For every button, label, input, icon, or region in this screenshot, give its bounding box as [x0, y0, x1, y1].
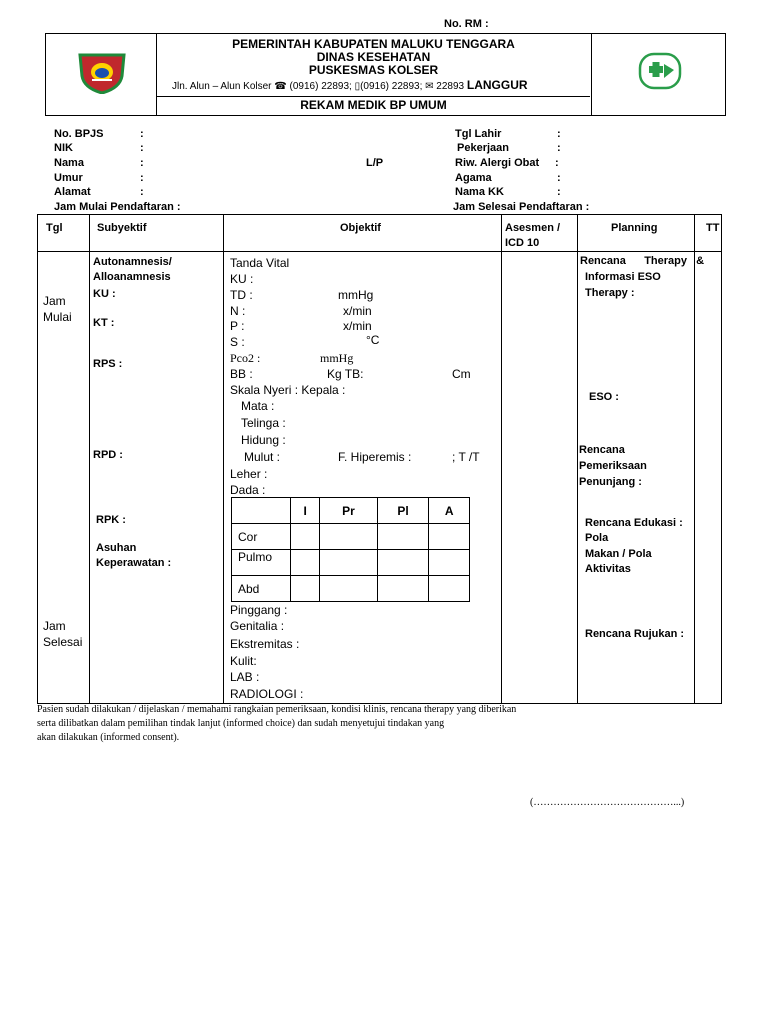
grid-cell	[291, 576, 320, 602]
label-alergi: Riw. Alergi Obat	[455, 157, 540, 169]
plan-rujukan: Rencana Rujukan :	[585, 628, 685, 640]
obj-tanda-vital: Tanda Vital	[230, 256, 290, 270]
plan-rencana-therapy: Rencana Therapy &	[580, 255, 705, 267]
subj-alloanamnesis: Alloanamnesis	[93, 271, 171, 283]
label-nik: NIK	[54, 142, 73, 154]
tgl-jam-selesai-1: Jam	[43, 619, 66, 633]
grid-cell	[320, 576, 377, 602]
obj-skala-nyeri: Skala Nyeri : Kepala :	[230, 383, 346, 397]
plan-eso: ESO :	[589, 391, 619, 403]
grid-cell	[291, 550, 320, 576]
obj-t-t: ; T /T	[452, 450, 480, 464]
plan-informasi-eso: Informasi ESO	[585, 271, 661, 283]
subj-rpd: RPD :	[93, 449, 123, 461]
header-planning: Planning	[611, 222, 658, 234]
obj-bb: BB :	[230, 367, 253, 381]
obj-pco2: Pco2 :	[230, 351, 261, 365]
header-address	[172, 78, 528, 92]
regency-logo-icon	[76, 52, 128, 99]
jam-mulai-pendaftaran: Jam Mulai Pendaftaran :	[54, 201, 181, 213]
sep-nama: :	[140, 157, 144, 169]
jam-selesai-pendaftaran: Jam Selesai Pendaftaran :	[453, 201, 590, 213]
form-title: REKAM MEDIK BP UMUM	[300, 98, 447, 112]
label-nama-kk: Nama KK	[455, 186, 504, 198]
subj-rps: RPS :	[93, 358, 123, 370]
subj-keperawatan: Keperawatan :	[96, 557, 172, 569]
obj-s: S :	[230, 335, 245, 349]
obj-telinga: Telinga :	[241, 416, 286, 430]
grid-cell	[429, 576, 470, 602]
obj-td-unit: mmHg	[338, 288, 374, 302]
header-tt: TT	[706, 222, 720, 234]
plan-therapy: Therapy :	[585, 287, 635, 299]
grid-cell	[377, 576, 429, 602]
obj-cm: Cm	[452, 367, 471, 381]
label-tgl-lahir: Tgl Lahir	[455, 128, 502, 140]
obj-radiologi: RADIOLOGI :	[230, 687, 304, 701]
sep-tgl-lahir: :	[557, 128, 561, 140]
grid-row-pulmo: Pulmo	[232, 550, 291, 576]
subj-rpk: RPK :	[96, 514, 126, 526]
sep-no-bpjs: :	[140, 128, 144, 140]
obj-p: P :	[230, 319, 245, 333]
label-lp: L/P	[366, 157, 384, 169]
sep-umur: :	[140, 172, 144, 184]
obj-kg-tb: Kg TB:	[327, 367, 364, 381]
obj-kulit: Kulit:	[230, 654, 257, 668]
header-line-3: PUSKESMAS KOLSER	[308, 63, 439, 77]
obj-lab: LAB :	[230, 670, 260, 684]
sep-nama-kk: :	[557, 186, 561, 198]
label-alamat: Alamat	[54, 186, 91, 198]
dada-exam-grid	[231, 497, 470, 602]
grid-corner	[232, 498, 291, 524]
obj-s-unit: °C	[366, 333, 380, 347]
obj-n-unit: x/min	[343, 304, 372, 318]
header-icd10: ICD 10	[505, 237, 540, 249]
consent-line-2: serta dilibatkan dalam pemilihan tindak lanjut (informed choice) dan sudah menyetujui tindakan yang	[37, 718, 445, 729]
plan-pemeriksaan: Pemeriksaan	[579, 460, 647, 472]
obj-n: N :	[230, 304, 246, 318]
sep-agama: :	[557, 172, 561, 184]
plan-pola: Pola	[585, 532, 609, 544]
obj-ku: KU :	[230, 272, 254, 286]
plan-makan: Makan / Pola	[585, 548, 652, 560]
subj-ku: KU :	[93, 288, 116, 300]
header-tgl: Tgl	[46, 222, 63, 234]
address-text: Jln. Alun – Alun Kolser ☎ (0916) 22893; ▯(0916) 22893; ✉ 22893	[172, 81, 465, 92]
sep-alamat: :	[140, 186, 144, 198]
obj-genitalia: Genitalia :	[230, 619, 285, 633]
plan-penunjang: Penunjang :	[579, 476, 642, 488]
obj-leher: Leher :	[230, 467, 268, 481]
obj-p-unit: x/min	[343, 319, 372, 333]
sep-nik: :	[140, 142, 144, 154]
grid-header-a: A	[429, 498, 470, 524]
grid-cell	[377, 524, 429, 550]
header-objektif: Objektif	[340, 222, 381, 234]
grid-cell	[429, 550, 470, 576]
obj-ekstremitas: Ekstremitas :	[230, 637, 300, 651]
subj-asuhan: Asuhan	[96, 542, 137, 554]
city-name: LANGGUR	[466, 78, 528, 92]
obj-mata: Mata :	[241, 399, 275, 413]
label-umur: Umur	[54, 172, 83, 184]
obj-td: TD :	[230, 288, 253, 302]
grid-cell	[320, 524, 377, 550]
label-pekerjaan: Pekerjaan	[457, 142, 509, 154]
tgl-jam-mulai-2: Mulai	[43, 310, 72, 324]
obj-pco2-unit: mmHg	[320, 351, 354, 365]
header-subyektif: Subyektif	[97, 222, 147, 234]
header-line-2: DINAS KESEHATAN	[316, 50, 431, 64]
sep-pekerjaan: :	[557, 142, 561, 154]
grid-cell	[320, 550, 377, 576]
grid-header-pl: Pl	[377, 498, 429, 524]
plan-aktivitas: Aktivitas	[585, 563, 631, 575]
grid-cell	[429, 524, 470, 550]
subj-kt: KT :	[93, 317, 115, 329]
label-no-bpjs: No. BPJS	[54, 128, 104, 140]
obj-hiperemis: F. Hiperemis :	[338, 450, 412, 464]
grid-header-i: I	[291, 498, 320, 524]
grid-row-abd: Abd	[232, 576, 291, 602]
subj-autonamnesis: Autonamnesis/	[93, 256, 172, 268]
no-rm-label: No. RM :	[444, 18, 489, 30]
obj-hidung: Hidung :	[241, 433, 286, 447]
consent-line-1: Pasien sudah dilakukan / dijelaskan / memahami rangkaian pemeriksaan, kondisi klinis, rencana therapy yang diberikan	[37, 704, 517, 715]
tgl-jam-selesai-2: Selesai	[43, 635, 83, 649]
grid-header-pr: Pr	[320, 498, 377, 524]
obj-dada: Dada :	[230, 483, 266, 497]
label-agama: Agama	[455, 172, 492, 184]
puskesmas-logo-icon	[636, 52, 684, 95]
grid-cell	[377, 550, 429, 576]
consent-line-3: akan dilakukan (informed consent).	[37, 732, 180, 743]
grid-cell	[291, 524, 320, 550]
label-nama: Nama	[54, 157, 84, 169]
obj-mulut: Mulut :	[244, 450, 281, 464]
tgl-jam-mulai-1: Jam	[43, 294, 66, 308]
plan-edukasi: Rencana Edukasi :	[585, 517, 683, 529]
header-asesmen: Asesmen /	[505, 222, 561, 234]
grid-row-cor: Cor	[232, 524, 291, 550]
header-line-1: PEMERINTAH KABUPATEN MALUKU TENGGARA	[232, 37, 515, 51]
obj-pinggang: Pinggang :	[230, 603, 288, 617]
header-box	[45, 33, 726, 116]
plan-rencana: Rencana	[579, 444, 625, 456]
sep-alergi: :	[555, 157, 559, 169]
signature-line: (……………………………………...)	[530, 797, 685, 808]
